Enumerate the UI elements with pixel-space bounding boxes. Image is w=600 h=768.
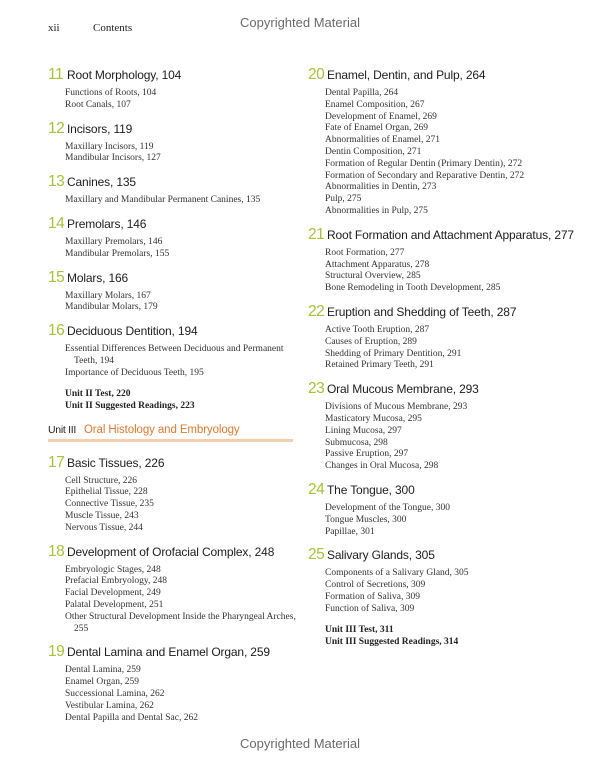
chapter-title[interactable]: Root Morphology, 104 (67, 68, 182, 82)
chapter-number: 18 (48, 542, 65, 560)
section-entry[interactable]: Formation of Regular Dentin (Primary Dentin), 272 (325, 158, 523, 169)
chapter-entry (48, 120, 298, 166)
chapter-title[interactable]: Basic Tissues, 226 (67, 455, 165, 470)
section-entry[interactable]: Importance of Deciduous Teeth, 195 (65, 367, 204, 378)
section-list (48, 476, 298, 535)
chapter-title[interactable]: Dental Lamina and Enamel Organ, 259 (67, 645, 270, 660)
chapter-number: 11 (48, 66, 64, 83)
section-list (308, 325, 576, 372)
section-entry[interactable]: Control of Secretions, 309 (325, 580, 426, 591)
chapter-entry (308, 546, 576, 615)
chapter-heading[interactable] (308, 66, 576, 84)
section-list (48, 344, 298, 379)
chapter-entry (308, 380, 576, 473)
chapter-number: 22 (308, 302, 325, 320)
section-entry[interactable]: Formation of Saliva, 309 (325, 591, 420, 602)
unit-3-readings-link[interactable]: Unit III Suggested Readings, 314 (325, 636, 459, 647)
chapter-title[interactable]: Root Formation and Attachment Apparatus, 277 (327, 227, 574, 242)
chapter-entry (48, 215, 298, 261)
section-entry[interactable]: Attachment Apparatus, 278 (325, 259, 430, 270)
section-entry[interactable]: Enamel Organ, 259 (65, 677, 139, 688)
chapter-heading[interactable] (48, 66, 298, 84)
section-entry[interactable]: Active Tooth Eruption, 287 (325, 324, 430, 335)
chapter-heading[interactable] (48, 322, 298, 340)
chapter-entry (308, 66, 576, 218)
chapter-entry (48, 269, 298, 315)
section-entry[interactable]: Components of a Salivary Gland, 305 (325, 568, 469, 579)
section-entry[interactable]: Pulp, 275 (325, 194, 362, 205)
chapter-title[interactable]: Deciduous Dentition, 194 (67, 324, 198, 339)
section-entry[interactable]: Maxillary Premolars, 146 (65, 236, 163, 247)
chapter-number: 12 (48, 119, 65, 137)
section-entry[interactable]: Vestibular Lamina, 262 (65, 700, 154, 711)
section-entry[interactable]: Lining Mucosa, 297 (325, 425, 402, 436)
chapter-heading[interactable] (48, 120, 298, 138)
chapter-entry (48, 643, 298, 724)
section-list (48, 237, 298, 261)
section-entry[interactable]: Root Canals, 107 (65, 99, 131, 110)
section-entry[interactable]: Cell Structure, 226 (65, 475, 138, 486)
chapter-number: 20 (308, 66, 325, 83)
chapter-number: 17 (48, 453, 65, 471)
section-entry[interactable]: Mandibular Molars, 179 (65, 302, 158, 313)
section-entry[interactable]: Maxillary Incisors, 119 (65, 141, 154, 152)
chapter-title[interactable]: Canines, 135 (67, 175, 136, 190)
section-entry[interactable]: Fate of Enamel Organ, 269 (325, 123, 428, 134)
chapter-entry (308, 226, 576, 295)
section-entry[interactable]: Palatal Development, 251 (65, 599, 164, 610)
unit-2-test-link[interactable]: Unit II Test, 220 (65, 388, 131, 399)
section-entry[interactable]: Mandibular Incisors, 127 (65, 153, 161, 164)
chapter-entry (308, 481, 576, 538)
chapter-entry (308, 303, 576, 372)
chapter-number: 16 (48, 322, 65, 340)
chapter-title[interactable]: Oral Mucous Membrane, 293 (327, 382, 479, 397)
chapter-heading[interactable] (48, 173, 298, 191)
chapter-number: 19 (48, 643, 65, 661)
section-entry[interactable]: Dental Papilla and Dental Sac, 262 (65, 712, 198, 723)
section-entry[interactable]: Functions of Roots, 104 (65, 88, 157, 98)
chapter-title[interactable]: Eruption and Shedding of Teeth, 287 (327, 304, 517, 319)
chapter-number: 24 (308, 480, 325, 498)
chapter-heading[interactable] (308, 226, 576, 244)
unit-3-test-link[interactable]: Unit III Test, 311 (325, 624, 394, 635)
chapter-heading[interactable] (308, 546, 576, 564)
chapter-heading[interactable] (308, 380, 576, 398)
section-entry[interactable]: Epithelial Tissue, 228 (65, 487, 148, 498)
section-entry[interactable]: Essential Differences Between Deciduous and Permanent Teeth, 194 (65, 344, 284, 366)
chapter-title[interactable]: Incisors, 119 (67, 121, 133, 136)
chapter-heading[interactable] (308, 481, 576, 499)
chapter-entry (48, 543, 298, 636)
chapter-entry (48, 322, 298, 379)
section-entry[interactable]: Nervous Tissue, 244 (65, 522, 143, 533)
section-list (48, 665, 298, 724)
section-entry[interactable]: Submucosa, 298 (325, 437, 388, 448)
section-entry[interactable]: Successional Lamina, 262 (65, 688, 165, 699)
section-entry[interactable]: Dental Lamina, 259 (65, 665, 141, 676)
chapter-entry (48, 454, 298, 535)
unit-3-extras (308, 624, 576, 648)
section-entry[interactable]: Shedding of Primary Dentition, 291 (325, 348, 462, 359)
chapter-title[interactable]: Enamel, Dentin, and Pulp, 264 (327, 68, 486, 82)
section-list (48, 88, 298, 112)
chapter-entry (48, 173, 298, 207)
chapter-title[interactable]: Salivary Glands, 305 (327, 548, 435, 563)
section-entry[interactable]: Maxillary Molars, 167 (65, 290, 151, 301)
chapter-heading[interactable] (48, 543, 298, 561)
section-entry[interactable]: Dentin Composition, 271 (325, 146, 422, 157)
section-entry[interactable]: Connective Tissue, 235 (65, 499, 154, 510)
section-list (308, 402, 576, 473)
chapter-number: 13 (48, 173, 65, 191)
page-number: xii (48, 22, 60, 34)
chapter-list (48, 66, 298, 380)
section-entry[interactable]: Retained Primary Teeth, 291 (325, 360, 434, 371)
section-list (308, 248, 576, 295)
section-entry[interactable]: Causes of Eruption, 289 (325, 336, 417, 347)
section-entry[interactable]: Passive Eruption, 297 (325, 449, 409, 460)
chapter-list (48, 454, 298, 725)
chapter-list (308, 66, 576, 616)
chapter-title[interactable]: Molars, 166 (67, 270, 129, 285)
section-list (48, 142, 298, 166)
chapter-number: 21 (308, 225, 325, 243)
section-entry[interactable]: Root Formation, 277 (325, 247, 405, 258)
unit-2-extras (48, 388, 298, 412)
section-entry[interactable]: Development of Enamel, 269 (325, 111, 437, 122)
section-list (308, 88, 576, 218)
chapter-heading[interactable] (308, 303, 576, 321)
section-entry[interactable]: Tongue Muscles, 300 (325, 514, 407, 525)
section-entry[interactable]: Masticatory Mucosa, 295 (325, 413, 422, 424)
section-entry[interactable]: Formation of Secondary and Reparative Dentin, 272 (325, 170, 525, 181)
chapter-heading[interactable] (48, 269, 298, 287)
unit-3-title[interactable]: Oral Histology and Embryology (83, 423, 240, 436)
unit-3-banner (48, 422, 293, 442)
section-entry[interactable]: Changes in Oral Mucosa, 298 (325, 461, 439, 472)
section-list (308, 568, 576, 615)
section-entry[interactable]: Other Structural Development Inside the Pharyngeal Arches, 255 (65, 611, 296, 634)
section-entry[interactable]: Facial Development, 249 (65, 588, 161, 599)
section-entry[interactable]: Muscle Tissue, 243 (65, 510, 139, 521)
section-entry[interactable]: Papillae, 301 (325, 526, 375, 537)
right-column (308, 66, 576, 658)
chapter-title[interactable]: Premolars, 146 (67, 216, 147, 231)
chapter-number: 23 (308, 380, 325, 398)
section-entry[interactable]: Function of Saliva, 309 (325, 603, 415, 614)
chapter-heading[interactable] (48, 215, 298, 233)
unit-2-readings-link[interactable]: Unit II Suggested Readings, 223 (65, 400, 195, 411)
section-entry[interactable]: Development of the Tongue, 300 (325, 502, 451, 513)
section-entry[interactable]: Maxillary and Mandibular Permanent Canines, 135 (65, 195, 261, 206)
section-entry[interactable]: Abnormalities of Enamel, 271 (325, 135, 441, 146)
section-list (48, 565, 298, 636)
section-entry[interactable]: Abnormalities in Pulp, 275 (325, 205, 428, 216)
section-entry[interactable]: Dental Papilla, 264 (325, 88, 399, 98)
section-list (48, 291, 298, 315)
section-list (48, 195, 298, 207)
section-title: Contents (93, 22, 133, 34)
chapter-title[interactable]: The Tongue, 300 (327, 482, 415, 497)
section-entry[interactable]: Mandibular Premolars, 155 (65, 248, 170, 259)
watermark-bottom: Copyrighted Material (240, 736, 360, 751)
unit-3-label: Unit III (48, 423, 76, 436)
running-head (48, 22, 132, 34)
chapter-heading[interactable] (48, 454, 298, 472)
section-entry[interactable]: Embryologic Stages, 248 (65, 564, 161, 575)
section-entry[interactable]: Abnormalities in Dentin, 273 (325, 182, 437, 193)
chapter-number: 14 (48, 214, 65, 232)
chapter-title[interactable]: Development of Orofacial Complex, 248 (67, 544, 275, 559)
watermark-top: Copyrighted Material (240, 15, 360, 30)
chapter-number: 25 (308, 546, 325, 564)
section-entry[interactable]: Structural Overview, 285 (325, 271, 421, 282)
left-column (48, 66, 298, 732)
chapter-entry (48, 66, 298, 112)
section-entry[interactable]: Divisions of Mucous Membrane, 293 (325, 402, 468, 413)
chapter-number: 15 (48, 268, 65, 286)
section-entry[interactable]: Enamel Composition, 267 (325, 99, 425, 110)
section-entry[interactable]: Prefacial Embryology, 248 (65, 576, 168, 587)
section-entry[interactable]: Bone Remodeling in Tooth Development, 285 (325, 283, 501, 294)
chapter-heading[interactable] (48, 643, 298, 661)
section-list (308, 503, 576, 538)
